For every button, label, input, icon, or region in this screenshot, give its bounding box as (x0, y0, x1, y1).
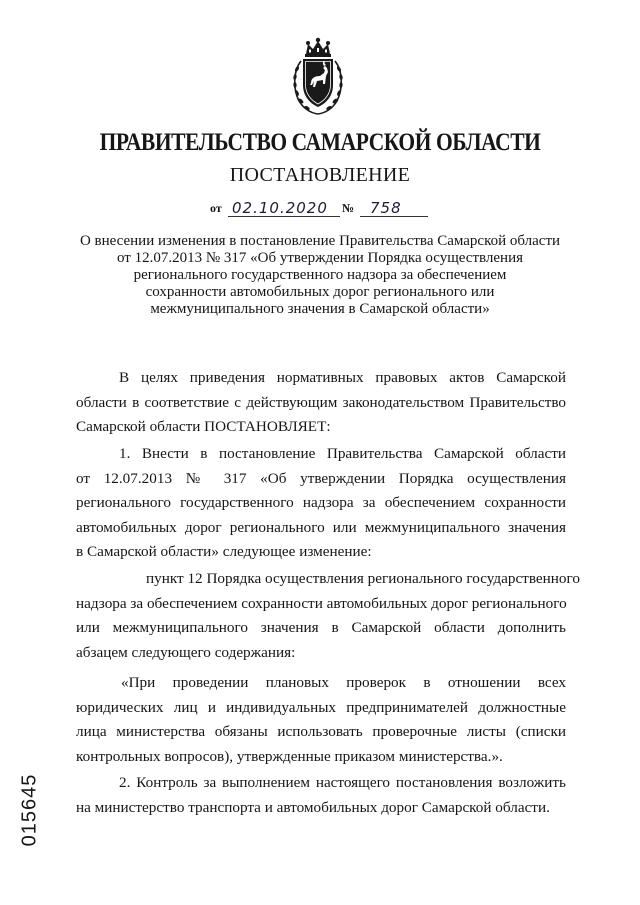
text-line: на министерство транспорта и автомобильных дорог Самарской области. (76, 798, 550, 816)
text-line: области в соответствие с действующим законодательством Правительство (76, 393, 566, 411)
text-line: «При проведении плановых проверок в отношении всех (121, 674, 566, 691)
paragraph-quote (76, 671, 566, 769)
text-line: абзацем следующего содержания: (76, 643, 296, 661)
number-prefix: № (342, 201, 355, 215)
text-line: надзора за обеспечением сохранности автомобильных дорог регионального (76, 594, 567, 612)
text-line: пункт 12 Порядка осуществления регионального государственного (146, 570, 580, 587)
text-line: В целях приведения нормативных правовых актов Самарской (119, 369, 566, 386)
paragraph-amendment (76, 567, 580, 665)
text-line: 2. Контроль за выполнением настоящего постановления возложить (119, 774, 566, 791)
subject-line: О внесении изменения в постановление Правительства Самарской области (79, 233, 561, 249)
paragraph-preamble (76, 366, 566, 440)
paragraph-item-1 (76, 442, 566, 565)
government-title: ПРАВИТЕЛЬСТВО САМАРСКОЙ ОБЛАСТИ (99, 129, 541, 156)
coat-of-arms-icon (287, 37, 349, 117)
registration-number-text: 015645 (18, 773, 41, 847)
text-line: Самарской области ПОСТАНОВЛЯЕТ: (76, 418, 331, 436)
text-line: 1. Внести в постановление Правительства Самарской области (119, 445, 566, 462)
date-value: 02.10.2020 (232, 199, 328, 217)
number-value: 758 (370, 199, 402, 217)
date-number-line (210, 194, 440, 220)
paragraph-item-2 (76, 771, 566, 820)
subject-line: межмуниципального значения в Самарской области» (150, 301, 490, 317)
text-line: юридических лиц и индивидуальных предпринимателей должностные (76, 698, 566, 716)
text-line: контрольных вопросов), утвержденные приказом министерства.». (76, 747, 503, 765)
subject-line: сохранности автомобильных дорог регионального или (145, 284, 495, 300)
registration-number (18, 770, 42, 850)
text-line: или межмуниципального значения в Самарской области дополнить (76, 619, 566, 637)
text-line: в Самарской области» следующее изменение: (76, 543, 372, 561)
text-line: лица министерства обязаны использовать проверочные листы (списки (76, 723, 566, 741)
subject-line: регионального государственного надзора за обеспечением (133, 267, 507, 283)
date-prefix: от (210, 201, 222, 215)
text-line: от 12.07.2013 № 317 «Об утверждении Порядка осуществления (76, 469, 566, 487)
document-type: ПОСТАНОВЛЕНИЕ (229, 164, 411, 186)
text-line: регионального государственного надзора за обеспечением сохранности (76, 494, 566, 512)
document-subject (70, 233, 570, 318)
subject-line: от 12.07.2013 № 317 «Об утверждении Порядка осуществления (116, 250, 524, 266)
text-line: автомобильных дорог регионального или межмуниципального значения (76, 518, 566, 536)
